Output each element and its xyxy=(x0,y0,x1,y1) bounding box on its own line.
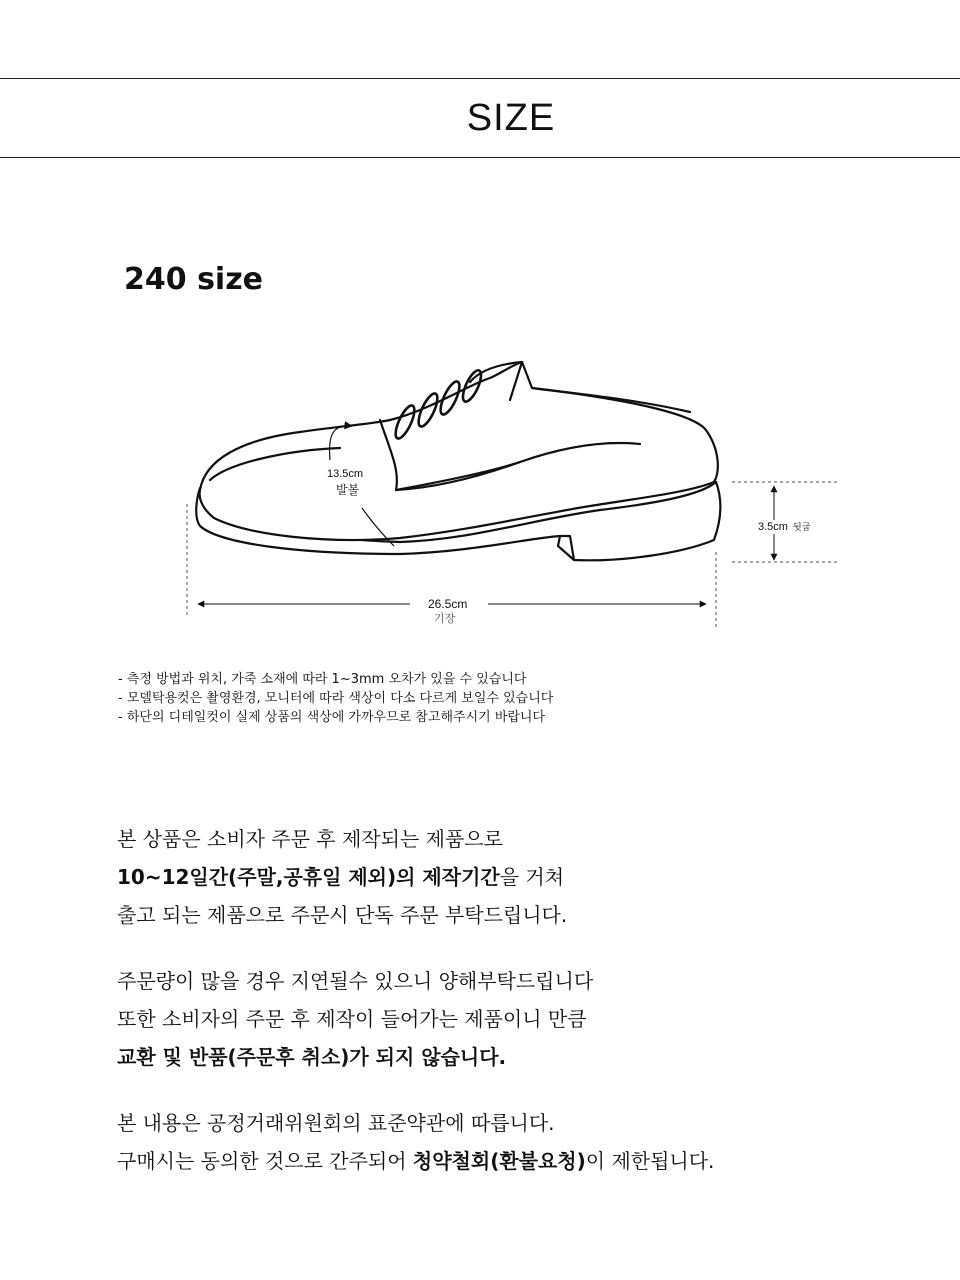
policy-line: 주문량이 많을 경우 지연될수 있으니 양해부탁드립니다 xyxy=(117,969,594,993)
ball-width-value: 13.5cm xyxy=(327,468,364,480)
shoe-size-diagram xyxy=(0,340,960,640)
policy-line: 출고 되는 제품으로 주문시 단독 주문 부탁드립니다. xyxy=(117,903,568,927)
heel-height-label: 뒷굽 xyxy=(793,523,811,533)
refund-restriction: 청약철회(환불요청) xyxy=(412,1149,586,1173)
length-label: 기장 xyxy=(434,612,456,625)
heel-height-value: 3.5cm xyxy=(758,521,788,533)
header-bar xyxy=(0,78,960,158)
size-label: 240 size xyxy=(124,262,264,297)
production-period: 10~12일간(주말,공휴일 제외)의 제작기간 xyxy=(117,865,500,889)
no-exchange-notice: 교환 및 반품(주문후 취소)가 되지 않습니다. xyxy=(117,1045,507,1069)
policy-delay xyxy=(117,962,714,1076)
policy-line: 구매시는 동의한 것으로 간주되어 청약철회(환불요청)이 제한됩니다. xyxy=(117,1149,715,1173)
policy-line: 본 내용은 공정거래위원회의 표준약관에 따릅니다. xyxy=(117,1111,555,1135)
page-title: SIZE xyxy=(466,97,556,139)
policy-production xyxy=(117,820,714,934)
order-policy xyxy=(117,820,714,1208)
ball-width-label: 발볼 xyxy=(336,483,360,497)
length-value: 26.5cm xyxy=(428,597,468,611)
policy-line xyxy=(117,1038,714,1076)
policy-terms xyxy=(117,1104,714,1180)
note-item: - 모델탁용컷은 촬영환경, 모니터에 따라 색상이 다소 다르게 보일수 있습니다 xyxy=(118,691,554,706)
policy-line: 10~12일간(주말,공휴일 제외)의 제작기간을 거쳐 xyxy=(117,865,565,889)
measurement-notes xyxy=(118,670,553,727)
note-item: - 하단의 디테일컷이 실제 상품의 색상에 가까우므로 참고해주시기 바랍니다 xyxy=(118,710,546,725)
policy-line: 또한 소비자의 주문 후 제작이 들어가는 제품이니 만큼 xyxy=(117,1007,587,1031)
note-item: - 측정 방법과 위치, 가죽 소재에 따라 1~3mm 오차가 있을 수 있습니다 xyxy=(118,672,527,687)
shoe-illustration xyxy=(196,362,720,560)
policy-line: 본 상품은 소비자 주문 후 제작되는 제품으로 xyxy=(117,827,503,851)
